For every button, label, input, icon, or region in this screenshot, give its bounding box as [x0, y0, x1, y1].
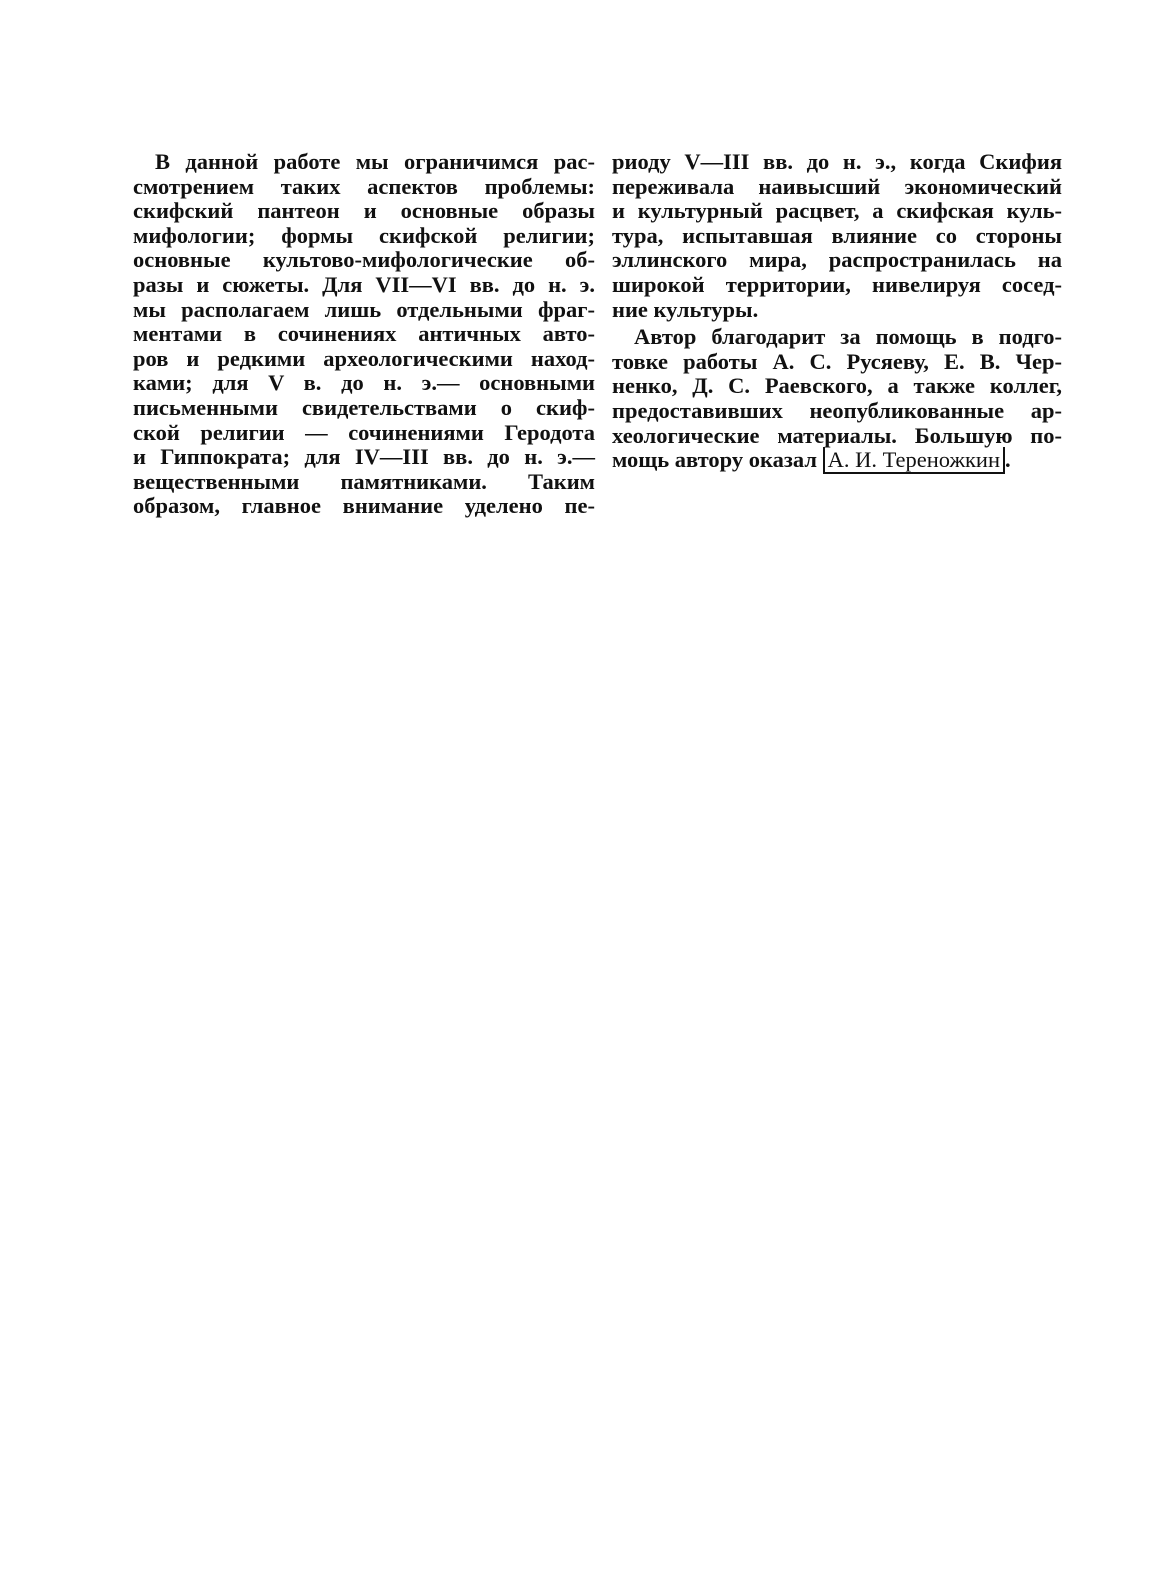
- paragraph-acknowledgements: [612, 325, 1062, 473]
- left-column: [133, 150, 595, 519]
- memorial-boxed-name: А. И. Тереножкин: [823, 447, 1005, 474]
- text-line: Автор благодарит за помощь в подго-: [634, 324, 1062, 350]
- text-line: хеологические материалы. Большую по-: [612, 422, 1062, 448]
- text-line: товке работы А. С. Русяеву, Е. В. Чер-: [612, 348, 1062, 374]
- text-line: ками; для V в. до н. э.— основными: [133, 370, 595, 396]
- text-line: широкой территории, нивелируя сосед-: [612, 271, 1062, 297]
- text-line: смотрением таких аспектов проблемы:: [133, 173, 595, 199]
- text-line: ской религии — сочинениями Геродота: [133, 419, 595, 445]
- last-line-prefix: мощь автору оказал: [612, 447, 817, 473]
- text-line: основные культово-мифологические об-: [133, 247, 595, 273]
- text-line: мы располагаем лишь отдельными фраг-: [133, 296, 595, 322]
- text-line: переживала наивысший экономический: [612, 173, 1062, 199]
- text-line: ров и редкими археологическими наход-: [133, 345, 595, 371]
- text-line: предоставивших неопубликованные ар-: [612, 397, 1062, 423]
- text-line: и Гиппократа; для IV—III вв. до н. э.—: [133, 444, 595, 470]
- text-line: эллинского мира, распространилась на: [612, 247, 1062, 273]
- text-line: ментами в сочинениях античных авто-: [133, 321, 595, 347]
- right-column: [612, 150, 1062, 473]
- text-line: мифологии; формы скифской религии;: [133, 222, 595, 248]
- text-line: вещественными памятниками. Таким: [133, 468, 595, 494]
- last-line-suffix: .: [1005, 447, 1011, 473]
- text-line: ние культуры.: [612, 296, 759, 322]
- text-line: разы и сюжеты. Для VII—VI вв. до н. э.: [133, 271, 595, 297]
- text-line: риоду V—III вв. до н. э., когда Скифия: [612, 149, 1062, 174]
- text-line: ненко, Д. С. Раевского, а также коллег,: [612, 373, 1062, 399]
- text-line: и культурный расцвет, а скифская куль-: [612, 198, 1062, 224]
- text-line: тура, испытавшая влияние со стороны: [612, 222, 1062, 248]
- text-line: В данной работе мы ограничимся рас-: [155, 149, 595, 174]
- text-line: письменными свидетельствами о скиф-: [133, 394, 595, 420]
- text-line: скифский пантеон и основные образы: [133, 198, 595, 224]
- text-line-final: [612, 448, 1062, 473]
- paragraph-period: [612, 150, 1062, 322]
- text-line: образом, главное внимание уделено пе-: [133, 493, 595, 519]
